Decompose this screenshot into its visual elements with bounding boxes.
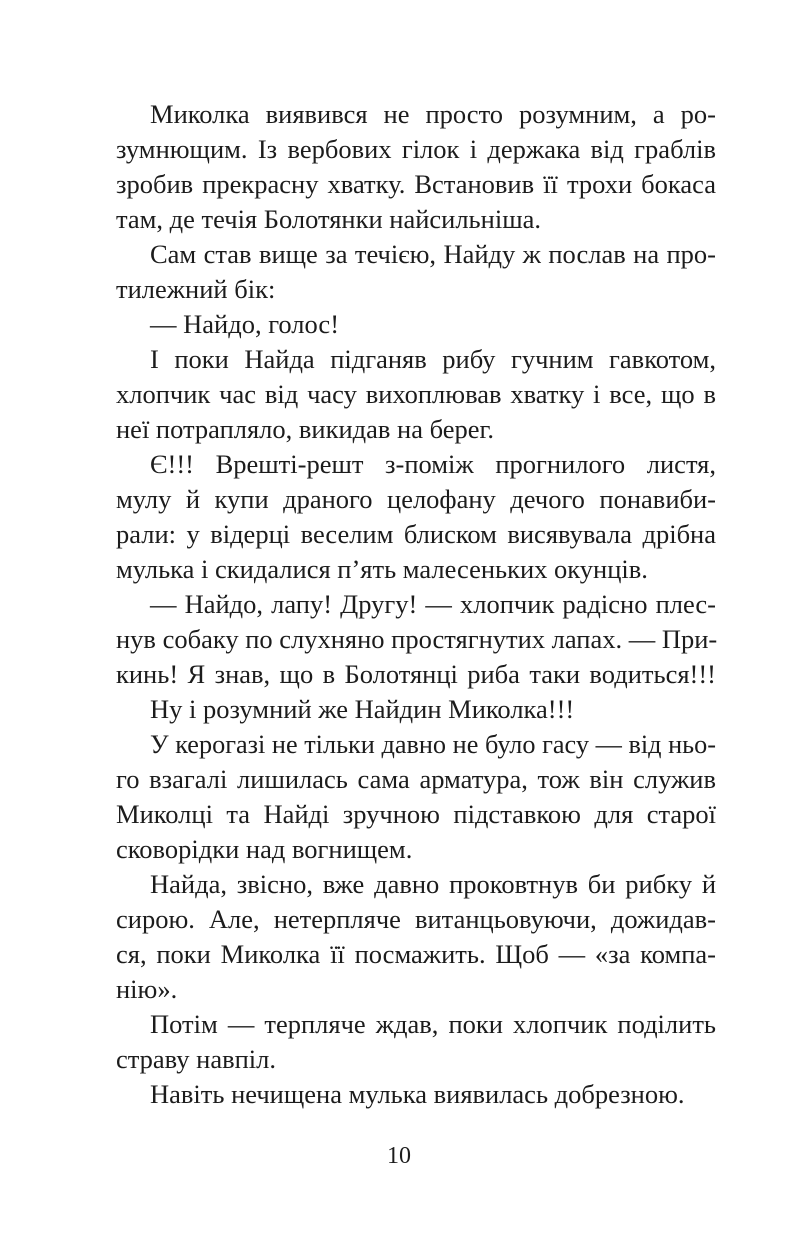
text-line: Ну і розумний же Найдин Миколка!!! [150,694,575,724]
text-line: неї потрапляло, викидав на берег. [116,414,495,444]
text-line: — Найдо, голос! [150,309,340,339]
text-line: зумнющим. Із вербових гілок і держака від граблів [116,134,716,164]
text-line: І поки Найда підганяв рибу гучним гавкотом, [150,344,716,374]
page-number: 10 [387,1143,411,1169]
text-line: Потім — терпляче ждав, поки хлопчик поділить [150,1009,716,1039]
text-line: Миколці та Найді зручною підставкою для старої [116,799,716,829]
text-line: го взагалі лишилась сама арматура, тож він служив [116,764,716,794]
text-line: нув собаку по слухняно простягнутих лапах. — При- [116,624,718,654]
text-line: тилежний бік: [116,274,276,304]
text-line: ся, поки Миколка її посмажить. Щоб — «за компа- [116,939,716,969]
text-line: мулька і скидалися п’ять малесеньких окунців. [116,554,648,584]
text-line: Сам став вище за течією, Найду ж послав на про- [150,239,716,269]
text-line: нію». [116,974,178,1004]
text-line: Найда, звісно, вже давно проковтнув би рибку й [150,869,716,899]
text-line: страву навпіл. [116,1044,277,1074]
text-line: там, де течія Болотянки найсильніша. [116,204,541,234]
text-line: зробив прекрасну хватку. Встановив її трохи бокаса [116,169,716,199]
text-line: мулу й купи драного целофану дечого понавиби- [116,484,716,514]
text-line: Є!!! Врешті-решт з-поміж прогнилого листя, [150,449,716,479]
text-line: сковорідки над вогнищем. [116,834,413,864]
text-line: хлопчик час від часу вихоплював хватку і все, що в [116,379,716,409]
text-line: — Найдо, лапу! Другу! — хлопчик радісно плес- [150,589,716,619]
text-line: Миколка виявився не просто розумним, а ро- [150,99,716,129]
text-line: рали: у відерці веселим блиском висявувала дрібна [116,519,716,549]
text-line: Навіть нечищена мулька виявилась добрезною. [150,1079,685,1109]
text-line: кинь! Я знав, що в Болотянці риба таки водиться!!! [116,659,716,689]
text-line: У керогазі не тільки давно не було гасу — від ньо- [150,730,716,759]
text-line: сирою. Але, нетерпляче витанцьовуючи, дожидав- [116,904,716,934]
